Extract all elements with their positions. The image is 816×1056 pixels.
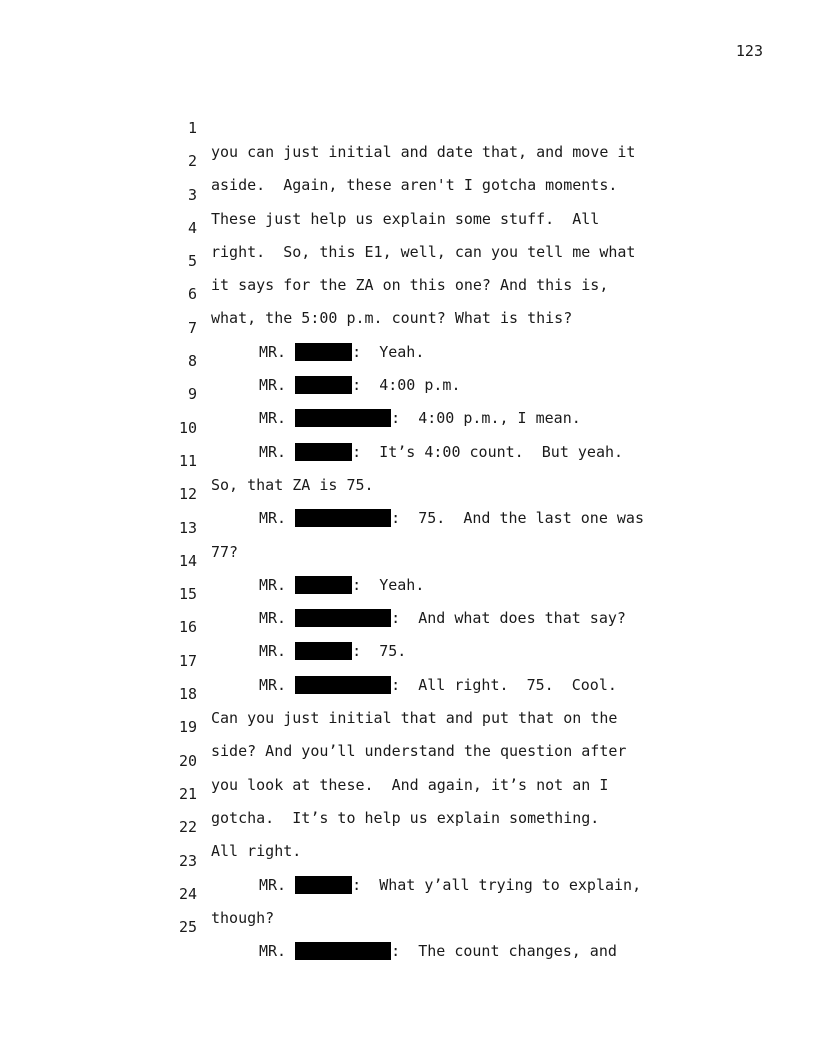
transcript-line [170,425,690,494]
line-text: Can you just initial that and put that on the [211,709,618,728]
line-text: you look at these. And again, it’s not an I [211,775,609,794]
speaker-prefix: MR. [259,575,296,594]
transcript-line [170,225,690,295]
transcript-line [170,292,690,361]
speaker-prefix: MR. [259,942,296,961]
line-text: what, the 5:00 p.m. count? What is this? [211,309,573,328]
line-number: 23 [178,851,197,870]
line-text: : What y’all trying to explain, [352,875,642,894]
transcript-line [170,192,690,261]
line-number: 14 [178,551,197,570]
transcript-line [170,159,690,228]
speaker-prefix: MR. [259,376,296,395]
line-number: 21 [178,784,197,803]
line-text: These just help us explain some stuff. All [211,209,600,228]
line-number: 9 [187,385,197,404]
line-text: : Yeah. [352,575,425,594]
transcript-body [170,92,690,961]
line-number: 17 [178,651,197,670]
line-text: gotcha. It’s to help us explain something. [211,808,600,827]
line-text: : Yeah. [352,342,425,361]
line-number: 13 [178,518,197,537]
line-number: 4 [187,218,197,237]
transcript-line [170,258,690,328]
line-number: 15 [178,585,197,604]
line-number: 8 [187,352,197,371]
line-number: 12 [178,485,197,504]
speaker-prefix: MR. [259,509,296,528]
redaction-bar [295,942,391,960]
line-number: 11 [178,451,197,470]
line-number: 2 [187,152,197,171]
line-number: 19 [178,718,197,737]
line-text: : All right. 75. Cool. [391,675,617,694]
line-text: : 4:00 p.m. [352,376,461,395]
line-text: you can just initial and date that, and move it [211,143,636,161]
transcript-line [170,325,690,395]
speaker-prefix: MR. [259,442,296,461]
speaker-line [259,939,617,963]
line-text: it says for the ZA on this one? And this is, [211,276,609,295]
line-number: 18 [178,685,197,704]
line-number: 1 [187,119,197,137]
speaker-prefix: MR. [259,875,296,894]
line-text: aside. Again, these aren't I gotcha moments. [211,176,618,195]
line-text: So, that ZA is 75. [211,475,374,494]
transcript-line [170,92,690,161]
line-text: : It’s 4:00 count. But yeah. [352,442,624,461]
line-number: 22 [178,818,197,837]
line-number: 25 [178,918,197,937]
line-text: side? And you’ll understand the question after [211,742,627,761]
transcript-line [170,625,690,694]
line-number: 24 [178,884,197,903]
speaker-prefix: MR. [259,675,296,694]
line-text: : And what does that say? [391,609,626,628]
line-text: : 4:00 p.m., I mean. [391,409,581,428]
line-number: 20 [178,751,197,770]
transcript-line [170,525,690,594]
line-text: : 75. And the last one was [391,509,644,528]
speaker-prefix: MR. [259,642,296,661]
line-text: 77? [211,542,239,561]
page-number: 123 [735,42,763,60]
transcript-line [170,758,690,827]
transcript-line [170,858,690,927]
speaker-prefix: MR. [259,409,296,428]
line-number: 10 [178,418,197,437]
line-number: 6 [187,285,197,304]
line-text: right. So, this E1, well, can you tell me what [211,242,636,261]
line-text: : 75. [352,642,407,661]
line-text: All right. [211,842,302,861]
speaker-prefix: MR. [259,609,296,628]
line-number: 7 [187,318,197,337]
transcript-line [170,125,690,195]
line-text: : The count changes, and [391,942,617,961]
line-number: 3 [187,185,197,204]
line-number: 16 [178,618,197,637]
transcript-line [170,891,690,961]
line-text: though? [211,908,275,927]
speaker-prefix: MR. [259,342,296,361]
line-number: 5 [187,252,197,271]
